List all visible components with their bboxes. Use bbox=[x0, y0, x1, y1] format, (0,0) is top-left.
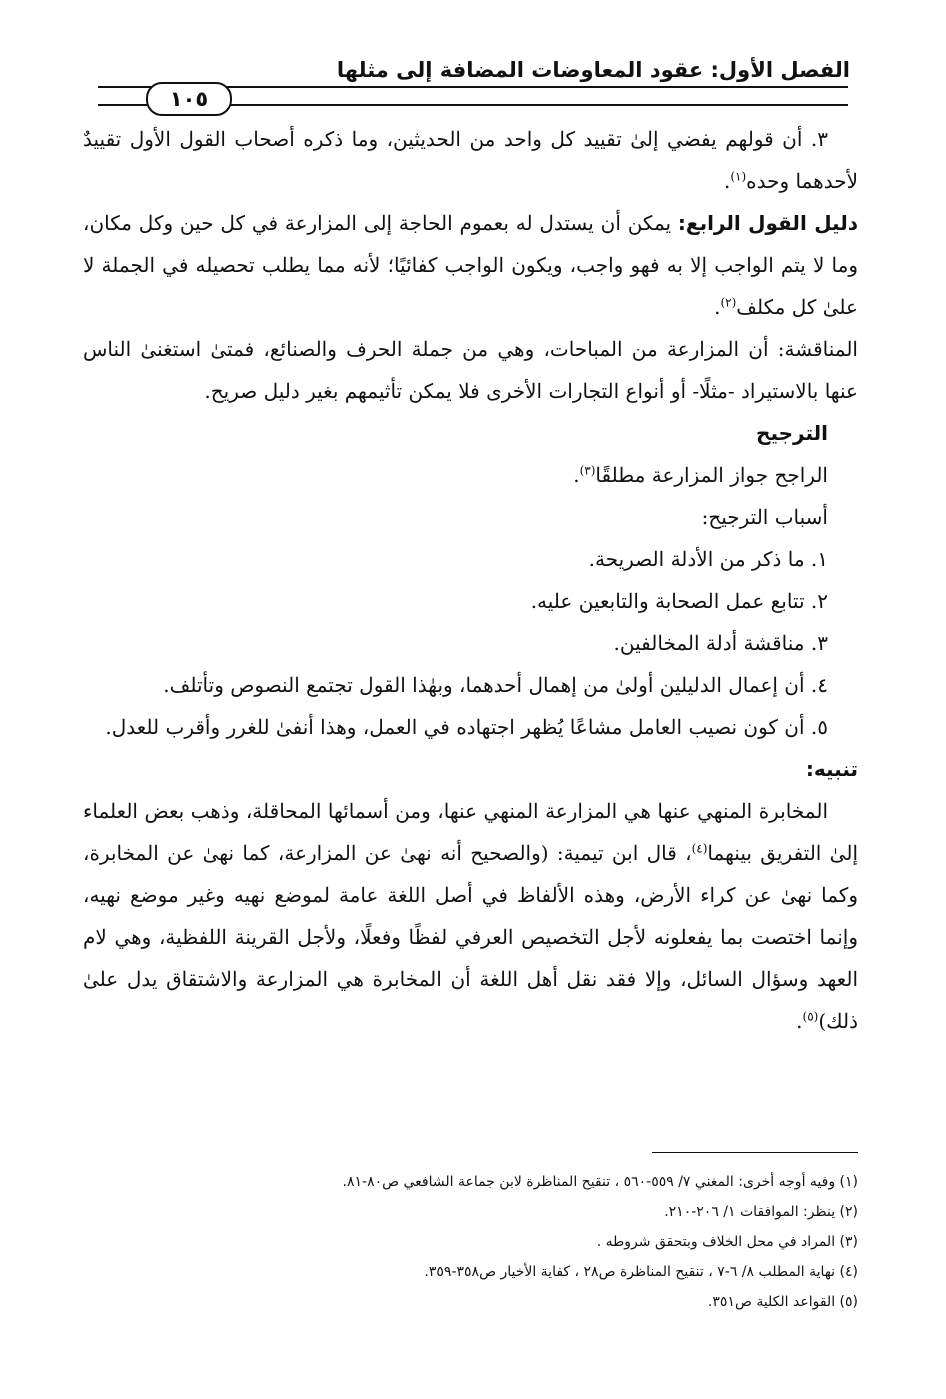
reason-item: ١. ما ذكر من الأدلة الصريحة. bbox=[588, 547, 828, 571]
notice-paragraph bbox=[83, 790, 858, 1042]
paragraph-text: المخابرة المنهي عنها هي المزارعة المنهي عنها، ومن أسمائها المحاقلة، وذهب بعض العلماء إلىٰ التفريق بينهما bbox=[83, 799, 858, 865]
paragraph-text: ٣. أن قولهم يفضي إلىٰ تقييد كل واحد من الحديثين، وما ذكره أصحاب القول الأول تقييدٌ لأحدهما وحده bbox=[83, 127, 858, 193]
reason-item: ٢. تتابع عمل الصحابة والتابعين عليه. bbox=[530, 589, 828, 613]
page-number-badge bbox=[146, 82, 232, 116]
paragraph-text: الراجح جواز المزارعة مطلقًا bbox=[595, 463, 828, 487]
paragraph-end: . bbox=[714, 295, 721, 319]
footnote-ref: (٣) bbox=[579, 463, 596, 478]
paragraph-end: . bbox=[573, 463, 580, 487]
footnote-ref: (٥) bbox=[802, 1009, 819, 1024]
notice-heading: تنبيه: bbox=[805, 757, 858, 781]
paragraph-end: . bbox=[796, 1009, 803, 1033]
point-three-paragraph bbox=[83, 118, 858, 202]
fourth-opinion-evidence-paragraph bbox=[83, 202, 858, 328]
page-number: ١٠٥ bbox=[169, 87, 209, 111]
reason-item: ٤. أن إعمال الدليلين أولىٰ من إهمال أحدهما، وبهٰذا القول تجتمع النصوص وتأتلف. bbox=[163, 673, 828, 697]
tarjih-paragraph bbox=[83, 454, 858, 496]
footnote-item: (٤) نهاية المطلب ٨/ ٦-٧ ، تنقيح المناظرة ص٢٨ ، كفاية الأخيار ص٣٥٨-٣٥٩. bbox=[424, 1264, 858, 1280]
running-header-title: الفصل الأول: عقود المعاوضات المضافة إلى مثلها bbox=[336, 58, 850, 82]
tarjih-heading: الترجيح bbox=[756, 421, 828, 445]
footnote-item: (٥) القواعد الكلية ص٣٥١. bbox=[707, 1294, 858, 1310]
paragraph-end: . bbox=[723, 169, 731, 193]
footnote-item: (٢) ينظر: الموافقات ١/ ٢٠٦-٢١٠. bbox=[664, 1204, 858, 1220]
footnotes bbox=[83, 1167, 858, 1317]
paragraph-text: يمكن أن يستدل له بعموم الحاجة إلى المزارعة في كل حين وكل مكان، وما لا يتم الواجب إلا به فهو واجب، ويكون الواجب كفائيًا؛ لأنه مما يطلب تحصيله في الجملة لا علىٰ كل مكلف bbox=[83, 211, 858, 319]
footnote-ref: (٤) bbox=[691, 841, 708, 856]
main-text bbox=[83, 118, 858, 1042]
footnote-item: (٣) المراد في محل الخلاف وبتحقق شروطه . bbox=[596, 1234, 858, 1250]
quotation-text: ، قال ابن تيمية: (والصحيح أنه نهىٰ عن المزارعة، كما نهىٰ عن المخابرة، وكما نهىٰ عن كراء الأرض، وهذه الألفاظ في أصل اللغة عامة لموضع نهيه وغير موضع نهيه، وإنما اختصت بما يفعلونه لأجل التخصيص العرفي لفظًا وفعلًا، ولأجل القرينة اللفظية، وهي لام العهد وسؤال السائل، وإلا فقد نقل أهل اللغة أن المخابرة هي المزارعة والاشتقاق يدل علىٰ ذلك) bbox=[83, 841, 859, 1033]
reasons-heading: أسباب الترجيح: bbox=[701, 505, 828, 529]
footnote-ref: (٢) bbox=[720, 295, 737, 310]
reason-item: ٥. أن كون نصيب العامل مشاعًا يُظهر اجتهاده في العمل، وهذا أنفىٰ للغرر وأقرب للعدل. bbox=[105, 715, 828, 739]
reason-item: ٣. مناقشة أدلة المخالفين. bbox=[613, 631, 828, 655]
paragraph-lead: دليل القول الرابع: bbox=[677, 211, 858, 235]
footnote-separator bbox=[652, 1152, 858, 1153]
discussion-paragraph: المناقشة: أن المزارعة من المباحات، وهي من جملة الحرف والصنائع، فمتىٰ استغنىٰ الناس عنها بالاستيراد -مثلًا- أو أنواع التجارات الأخرى فلا يمكن تأثيمهم بغير دليل صريح. bbox=[83, 337, 858, 403]
footnote-ref: (١) bbox=[730, 169, 747, 184]
footnote-item: (١) وفيه أوجه أخرى: المغني ٧/ ٥٥٩-٥٦٠ ، تنقيح المناظرة لابن جماعة الشافعي ص٨٠-٨١. bbox=[342, 1174, 858, 1190]
